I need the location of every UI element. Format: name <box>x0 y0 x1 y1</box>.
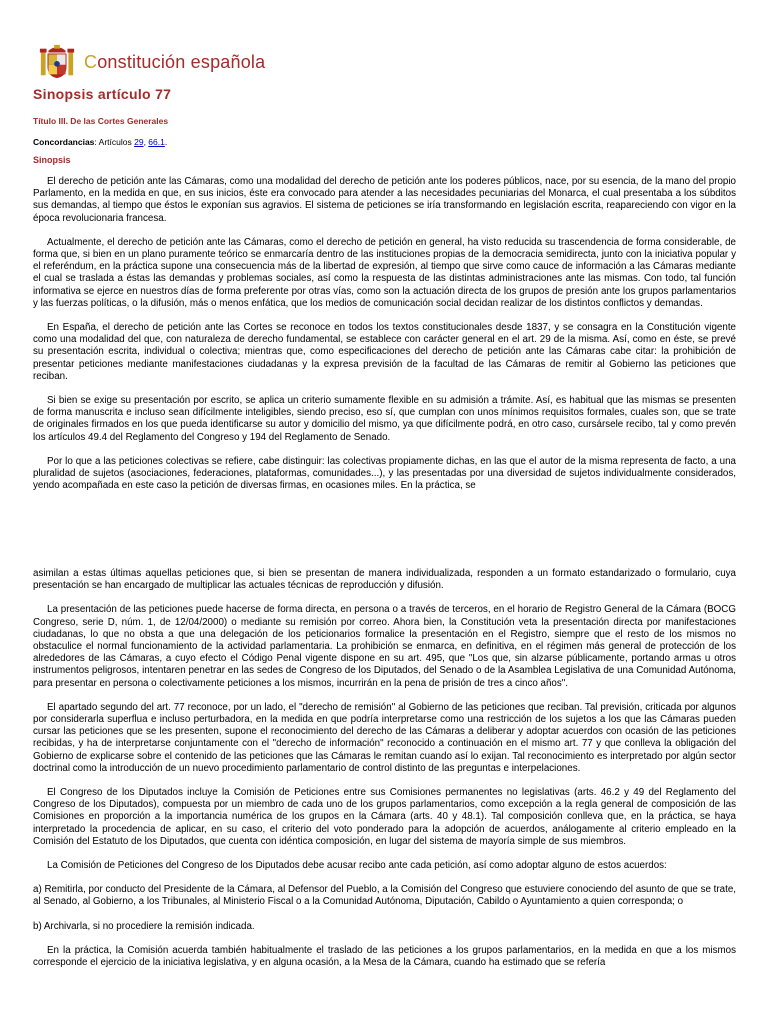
paragraph: El derecho de petición ante las Cámaras, como una modalidad del derecho de petición ante los poderes públicos, nace, por su esencia, de la mano del propio Parlamento, en la medida en que, en sus inicios, éste era convocado para atender a las necesidades pecuniarias del Monarca, el cual presentaba a los súbditos sus demandas, al tiempo que éstos le exponían sus agravios. El sistema de peticiones se iría transformando en legislación escrita, reapareciendo con vigor en la época revolucionaria francesa. <box>33 176 736 224</box>
site-header <box>38 42 265 82</box>
text-block-page1 <box>33 176 736 504</box>
paragraph: En la práctica, la Comisión acuerda también habitualmente el traslado de las peticiones a los grupos parlamentarios, en la medida en que a los mismos corresponde el ejercicio de la iniciativa legislativa, y en alguna ocasión, a la Mesa de la Cámara, cuando ha estimado que se refería <box>33 944 736 969</box>
concordancias-text: : Artículos <box>94 137 135 147</box>
concordancias-label: Concordancias <box>33 137 95 147</box>
concordancias-line <box>33 137 167 147</box>
paragraph: En España, el derecho de petición ante las Cortes se reconoce en todos los textos constitucionales desde 1837, y se consagra en la Constitución vigente como una modalidad del que, con naturaleza de derecho fundamental, se establece con carácter general en el art. 29 de la misma. Así, como en éste, se prevé su presentación escrita, individual o colectiva; mientras que, como especificaciones del derecho de petición ante las Cámaras cabe citar: la prohibición de presentar peticiones mediante manifestaciones ciudadanas y la expresa previsión de la facultad de las Cámaras de remitir al Gobierno las peticiones que reciban. <box>33 322 736 382</box>
article-66-1-link[interactable]: 66.1 <box>148 137 165 147</box>
list-item: a) Remitirla, por conducto del Presidente de la Cámara, al Defensor del Pueblo, a la Comisión del Congreso que estuviere conociendo del asunto de que se trate, al Senado, al Gobierno, a los Tribunales, al Ministerio Fiscal o a la Comunidad Autónoma, Diputación, Cabildo o Ayuntamiento a quien corresponda; o <box>33 884 736 908</box>
link-separator: , <box>143 137 149 147</box>
site-title-first-letter: C <box>84 51 98 72</box>
paragraph: Actualmente, el derecho de petición ante las Cámaras, como el derecho de petición en general, ha visto reducida su trascendencia de forma considerable, de forma que, si bien en un plano puramente teórico se enmarcaría dentro de las instituciones propias de la democracia semidirecta, junto con la iniciativa popular y el referéndum, en la práctica supone una consecuencia más de la libertad de expresión, al tiempo que sirve como cauce de información a las Cámaras mediante el cual se traslada a éstas las demandas y problemas sociales, así como la respuesta de las distintas administraciones ante las mismas. Con todo, tal función informativa se ejerce en nuestros días de forma preferente por otras vías, como son la actuación directa de los grupos de presión ante los grupos parlamentarios y las fuerzas políticas, o la difusión, más o menos enfática, que los medios de comunicación social decidan realizar de los distintos conflictos y demandas. <box>33 236 736 309</box>
list-item: b) Archivarla, si no procediere la remisión indicada. <box>33 920 255 932</box>
sinopsis-heading: Sinopsis <box>33 155 71 165</box>
paragraph: El Congreso de los Diputados incluye la Comisión de Peticiones entre sus Comisiones permanentes no legislativas (arts. 46.2 y 49 del Reglamento del Congreso de los Diputados), compuesta por un miembro de cada uno de los grupos parlamentarios, como excepción a la regla general de composición de las Comisiones en proporción a la importancia numérica de los grupos en la Cámara (arts. 40 y 48.1). Tal composición conlleva que, en la práctica, se haya interpretado la procedencia de aplicar, en su caso, el criterio del voto ponderado para la adopción de acuerdos, análogamente al criterio empleado en la Comisión del Estatuto de los Diputados, que cuenta con idéntica composición, en lugar del sistema de mayoría simple de sus miembros. <box>33 787 736 847</box>
article-29-link[interactable]: 29 <box>134 137 144 147</box>
paragraph: La presentación de las peticiones puede hacerse de forma directa, en persona o a través de terceros, en el horario de Registro General de la Cámara (BOCG Congreso, serie D, núm. 1, de 12/04/2000) o mediante su remisión por correo. Ahora bien, la Constitución veta la presentación directa por manifestaciones ciudadanas, lo que no obsta a que una delegación de los peticionarios formalice la presentación en el Registro, siempre que el resto de los mismos no obstaculice el normal funcionamiento de la actividad parlamentaria. La prohibición se enmarca, en definitiva, en el régimen más general de protección de los alrededores de las Cámaras, a cuyo efecto el Código Penal vigente dispone en su art. 495, que "Los que, sin alzarse públicamente, portando armas u otros instrumentos peligrosos, intentaren penetrar en las sedes de Congreso de los Diputados, del Senado o de la Asamblea Legislativa de una Comunidad Autónoma, para presentar en persona o colectivamente peticiones a los mismos, incurrirán en la pena de prisión de tres a cinco años". <box>33 604 736 689</box>
paragraph: Si bien se exige su presentación por escrito, se aplica un criterio sumamente flexible en su admisión a trámite. Así, es habitual que las mismas se presenten de forma manuscrita e incluso sean difícilmente inteligibles, siendo preciso, eso sí, que cumplan con unos mínimos requisitos formales, cuales son, que se trate de originales firmados en los que pueda identificarse su autor y domicilio del mismo, ya que difícilmente podrá, en otro caso, cursársele recibo, tal y como prevén los artículos 49.4 del Reglamento del Congreso y 194 del Reglamento de Senado. <box>33 395 736 443</box>
paragraph: El apartado segundo del art. 77 reconoce, por un lado, el "derecho de remisión" al Gobierno de las peticiones que reciban. Tal previsión, criticada por algunos por considerarla superflua e incluso perturbadora, en la medida en que podría interpretarse como una restricción de los sujetos a los que las Cámaras pueden cursar las peticiones que se les presenten, supone el reconocimiento del derecho de las Cámaras a deliberar y adoptar acuerdos con ocasión de las peticiones recibidas, y ha de interpretarse conjuntamente con el "derecho de información" reconocido a continuación en el mismo art. 77 y que conlleva la obligación del Gobierno de explicarse sobre el contenido de las peticiones que las Cámaras le remitan cuando así lo exijan. Tal reconocimiento es interpretado por algún sector doctrinal como la introducción de un nuevo procedimiento parlamentario de control distinto de las preguntas e interpelaciones. <box>33 701 736 774</box>
coat-of-arms-icon <box>38 43 76 81</box>
paragraph: asimilan a estas últimas aquellas peticiones que, si bien se presentan de manera individualizada, responden a un formato estandarizado o formulario, cuya presentación se han encargado de multiplicar las actuales técnicas de reproducción y difusión. <box>33 568 736 592</box>
link-end: . <box>164 137 168 147</box>
page-title: Sinopsis artículo 77 <box>33 86 172 102</box>
site-title-rest: onstitución española <box>97 51 266 72</box>
paragraph: La Comisión de Peticiones del Congreso de los Diputados debe acusar recibo ante cada petición, así como adoptar alguno de estos acuerdos: <box>47 860 667 872</box>
section-subtitle: Título III. De las Cortes Generales <box>33 116 169 126</box>
text-block-page2 <box>33 568 736 981</box>
paragraph: Por lo que a las peticiones colectivas se refiere, cabe distinguir: las colectivas propiamente dichas, en las que el autor de la misma representa de facto, a una pluralidad de sujetos (asociaciones, federaciones, plataformas, comunidades...), y las presentadas por una diversidad de sujetos individualmente considerados, yendo acompañada en este caso la petición de diversas firmas, en ocasiones miles. En la práctica, se <box>33 455 736 492</box>
site-title[interactable] <box>84 52 265 73</box>
